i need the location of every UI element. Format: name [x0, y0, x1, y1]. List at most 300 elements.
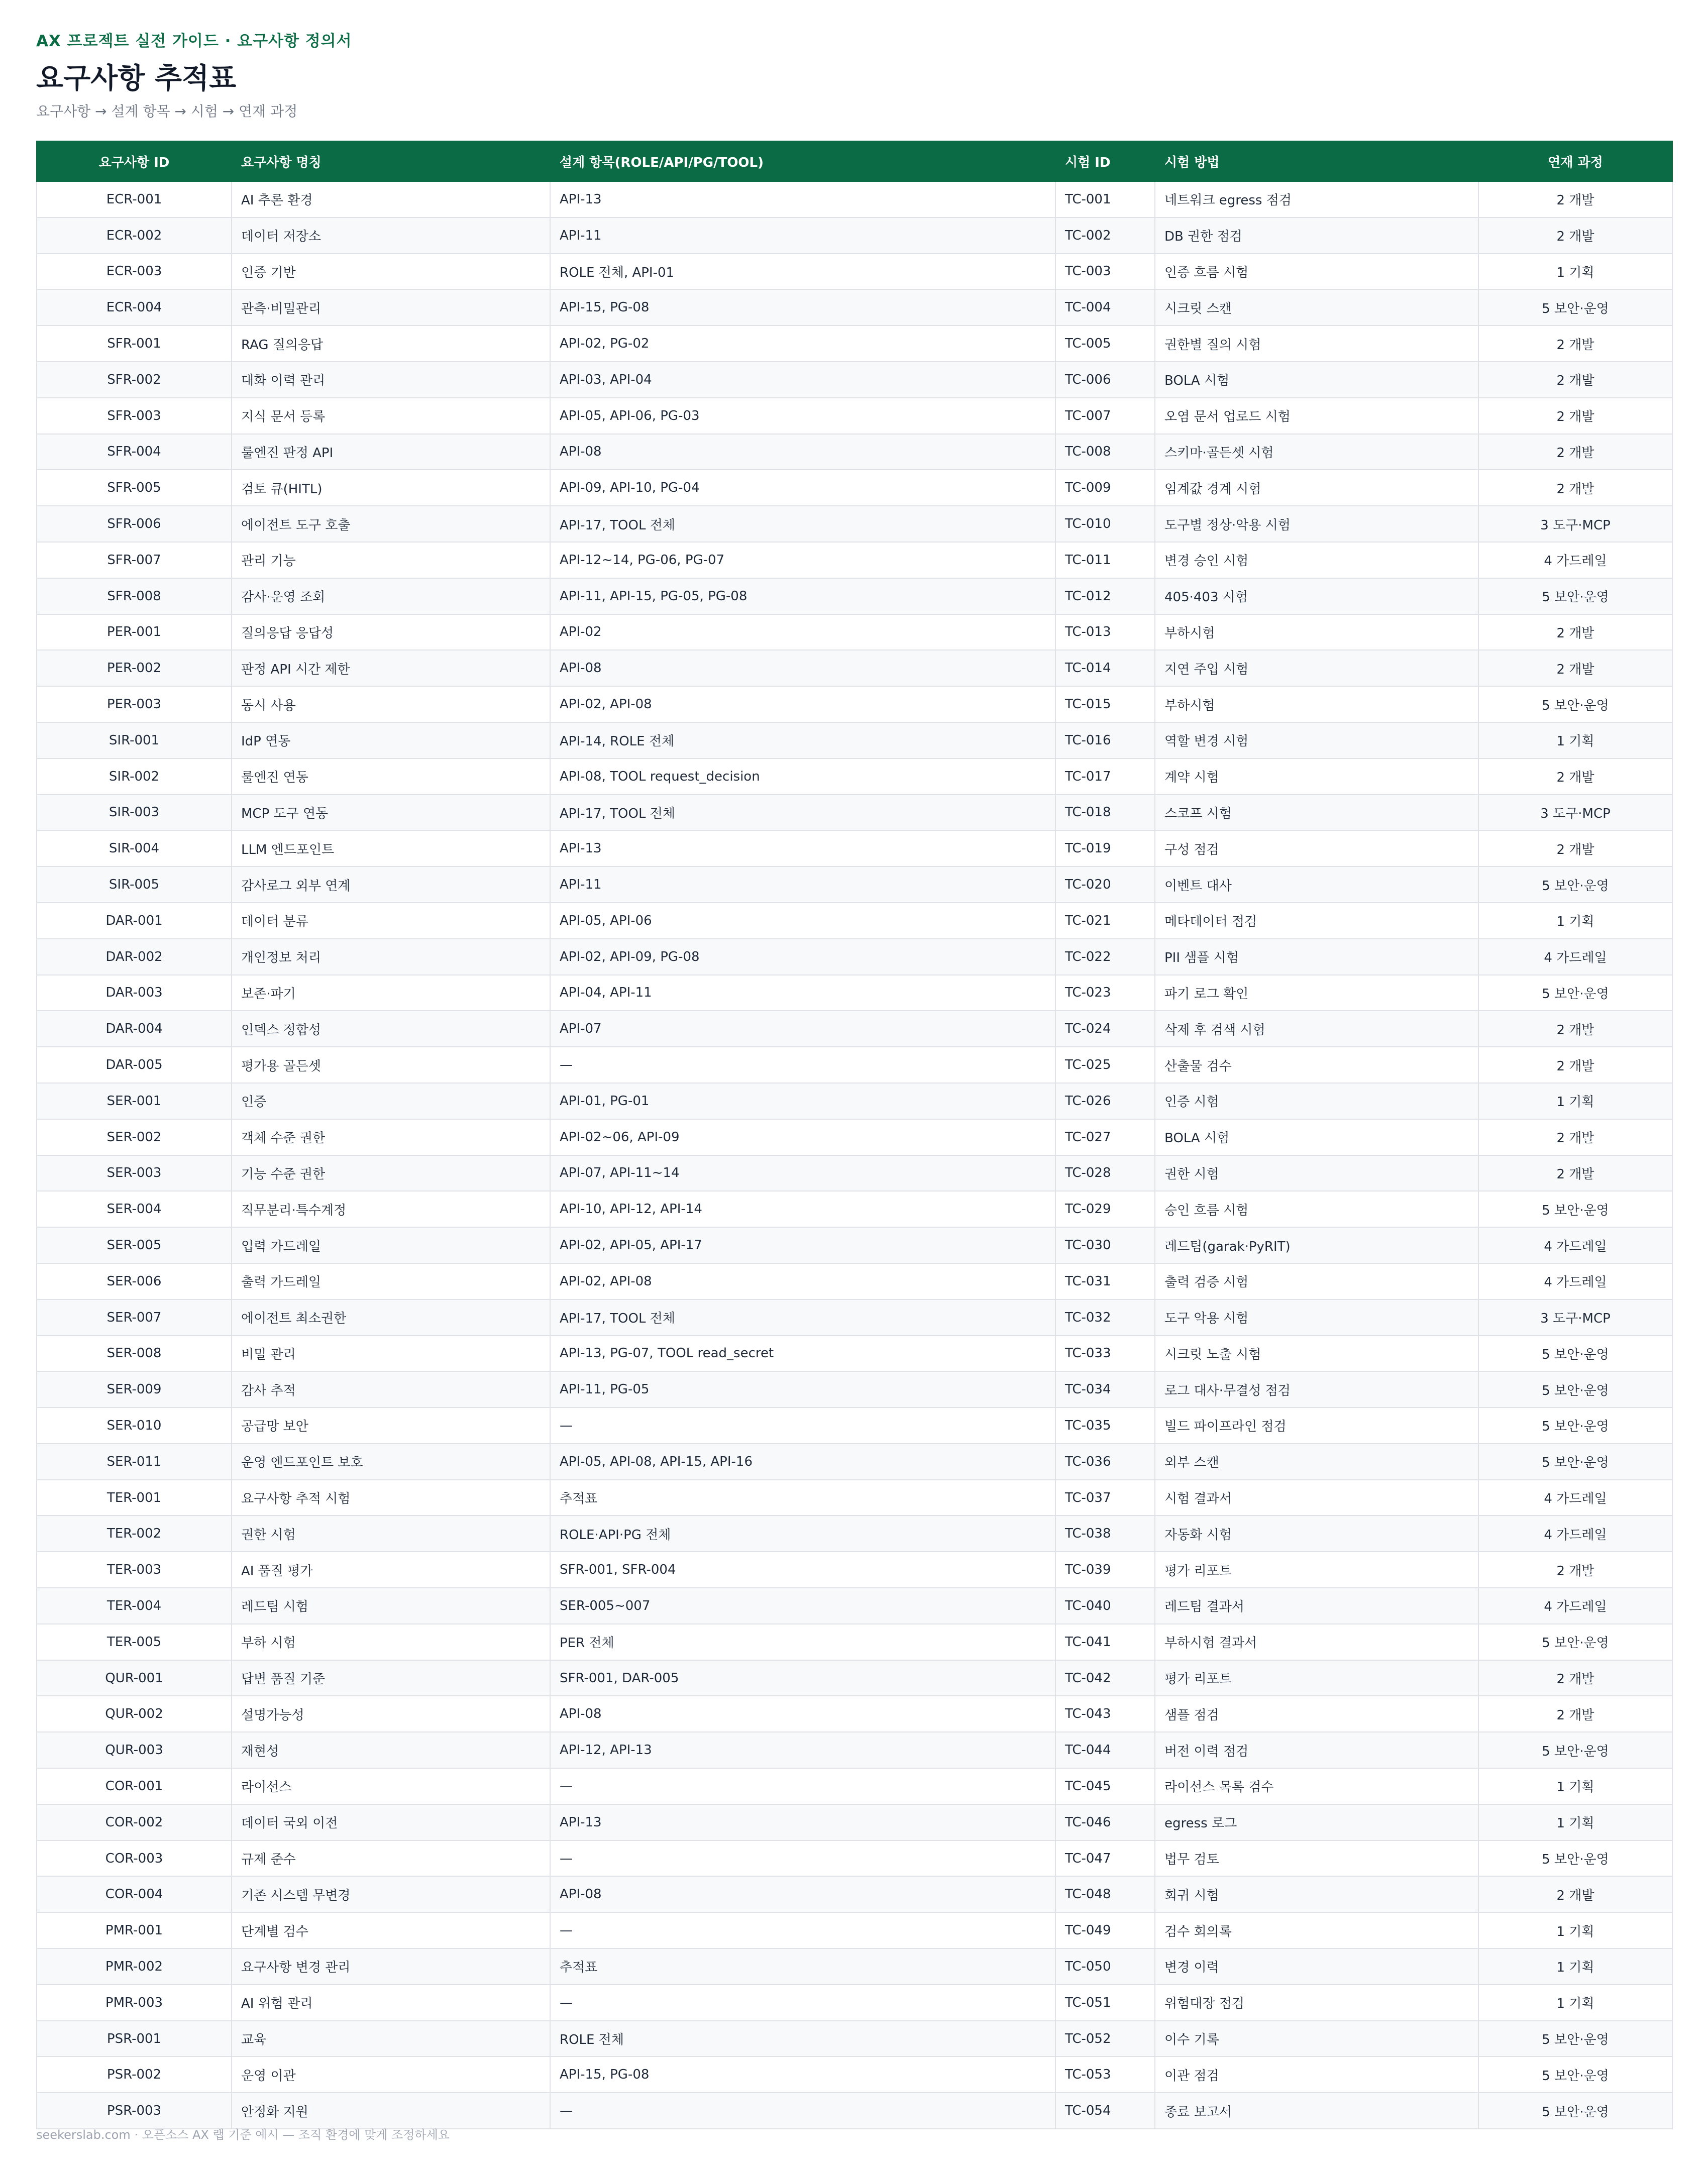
requirement-id-cell: ECR-001	[37, 181, 232, 218]
requirement-id-cell: SFR-003	[37, 398, 232, 434]
requirement-id-cell: QUR-002	[37, 1696, 232, 1732]
test-method-cell: 역할 변경 시험	[1155, 722, 1478, 758]
series-course-cell: 2 개발	[1478, 1552, 1672, 1588]
series-course-cell: 3 도구·MCP	[1478, 795, 1672, 831]
series-course-cell: 5 보안·운영	[1478, 2093, 1672, 2129]
table-row	[37, 1191, 1672, 1227]
requirement-name-cell: 답변 품질 기준	[232, 1660, 550, 1696]
test-id-cell: TC-028	[1055, 1155, 1155, 1191]
series-course-cell: 5 보안·운영	[1478, 1732, 1672, 1768]
series-course-cell: 1 기획	[1478, 1948, 1672, 1985]
table-row	[37, 1263, 1672, 1299]
requirement-id-cell: SER-007	[37, 1299, 232, 1336]
series-course-cell: 2 개발	[1478, 181, 1672, 218]
test-id-cell: TC-023	[1055, 975, 1155, 1011]
requirement-id-cell: DAR-005	[37, 1047, 232, 1083]
series-course-cell: 5 보안·운영	[1478, 578, 1672, 614]
test-method-cell: 빌드 파이프라인 점검	[1155, 1407, 1478, 1444]
table-row	[37, 362, 1672, 398]
series-course-cell: 2 개발	[1478, 1047, 1672, 1083]
design-items-cell: API-11	[550, 218, 1055, 254]
table-row	[37, 1840, 1672, 1877]
requirement-name-cell: 룰엔진 판정 API	[232, 434, 550, 470]
requirement-id-cell: SFR-002	[37, 362, 232, 398]
requirement-id-cell: PSR-003	[37, 2093, 232, 2129]
table-row	[37, 1876, 1672, 1912]
design-items-cell: API-17, TOOL 전체	[550, 506, 1055, 542]
design-items-cell: API-09, API-10, PG-04	[550, 470, 1055, 506]
table-row	[37, 830, 1672, 866]
series-course-cell: 5 보안·운영	[1478, 975, 1672, 1011]
requirement-id-cell: SER-001	[37, 1083, 232, 1119]
requirement-name-cell: 에이전트 최소권한	[232, 1299, 550, 1336]
requirement-name-cell: 감사로그 외부 연계	[232, 866, 550, 903]
test-method-cell: 라이선스 목록 검수	[1155, 1768, 1478, 1804]
table-row	[37, 2093, 1672, 2129]
table-row	[37, 1047, 1672, 1083]
design-items-cell: API-11, API-15, PG-05, PG-08	[550, 578, 1055, 614]
test-id-cell: TC-014	[1055, 650, 1155, 686]
series-course-cell: 4 가드레일	[1478, 1480, 1672, 1516]
requirement-id-cell: SER-010	[37, 1407, 232, 1444]
requirement-id-cell: SFR-008	[37, 578, 232, 614]
test-id-cell: TC-001	[1055, 181, 1155, 218]
requirement-name-cell: 개인정보 처리	[232, 939, 550, 975]
table-row	[37, 289, 1672, 326]
requirement-name-cell: 기존 시스템 무변경	[232, 1876, 550, 1912]
series-course-cell: 2 개발	[1478, 1119, 1672, 1155]
design-items-cell: API-11	[550, 866, 1055, 903]
series-course-cell: 1 기획	[1478, 1804, 1672, 1840]
design-items-cell: SFR-001, DAR-005	[550, 1660, 1055, 1696]
requirement-name-cell: 교육	[232, 2021, 550, 2057]
table-row	[37, 1948, 1672, 1985]
series-course-cell: 2 개발	[1478, 434, 1672, 470]
test-method-cell: 이벤트 대사	[1155, 866, 1478, 903]
table-row	[37, 1696, 1672, 1732]
test-method-cell: 계약 시험	[1155, 758, 1478, 795]
test-id-cell: TC-049	[1055, 1912, 1155, 1948]
requirement-name-cell: 출력 가드레일	[232, 1263, 550, 1299]
requirement-name-cell: 권한 시험	[232, 1515, 550, 1552]
test-method-cell: 이수 기록	[1155, 2021, 1478, 2057]
requirement-id-cell: TER-001	[37, 1480, 232, 1516]
series-course-cell: 2 개발	[1478, 326, 1672, 362]
test-method-cell: 파기 로그 확인	[1155, 975, 1478, 1011]
requirement-name-cell: 운영 엔드포인트 보호	[232, 1444, 550, 1480]
requirement-name-cell: 관측·비밀관리	[232, 289, 550, 326]
series-course-cell: 4 가드레일	[1478, 1227, 1672, 1263]
series-course-cell: 3 도구·MCP	[1478, 506, 1672, 542]
requirement-id-cell: COR-001	[37, 1768, 232, 1804]
design-items-cell: API-08	[550, 1876, 1055, 1912]
requirement-id-cell: SFR-001	[37, 326, 232, 362]
table-row	[37, 1371, 1672, 1407]
requirement-id-cell: ECR-002	[37, 218, 232, 254]
test-method-cell: 종료 보고서	[1155, 2093, 1478, 2129]
requirement-name-cell: 룰엔진 연동	[232, 758, 550, 795]
test-method-cell: BOLA 시험	[1155, 362, 1478, 398]
design-items-cell: API-08	[550, 1696, 1055, 1732]
table-row	[37, 326, 1672, 362]
requirement-id-cell: QUR-001	[37, 1660, 232, 1696]
design-items-cell: —	[550, 2093, 1055, 2129]
test-id-cell: TC-045	[1055, 1768, 1155, 1804]
test-id-cell: TC-054	[1055, 2093, 1155, 2129]
table-row	[37, 686, 1672, 722]
test-method-cell: 검수 회의록	[1155, 1912, 1478, 1948]
test-method-cell: 부하시험	[1155, 686, 1478, 722]
table-header	[37, 141, 1672, 181]
requirement-id-cell: SER-005	[37, 1227, 232, 1263]
test-method-cell: 도구별 정상·악용 시험	[1155, 506, 1478, 542]
test-method-cell: 레드팀 결과서	[1155, 1588, 1478, 1624]
series-course-cell: 5 보안·운영	[1478, 289, 1672, 326]
table-row	[37, 1227, 1672, 1263]
test-method-cell: 405·403 시험	[1155, 578, 1478, 614]
requirement-id-cell: SFR-005	[37, 470, 232, 506]
requirement-name-cell: 부하 시험	[232, 1624, 550, 1660]
test-method-cell: 권한 시험	[1155, 1155, 1478, 1191]
page-title: 요구사항 추적표	[36, 62, 237, 95]
table-row	[37, 758, 1672, 795]
requirement-name-cell: 동시 사용	[232, 686, 550, 722]
requirement-id-cell: PER-002	[37, 650, 232, 686]
requirement-id-cell: SFR-006	[37, 506, 232, 542]
test-id-cell: TC-026	[1055, 1083, 1155, 1119]
test-method-cell: 버전 이력 점검	[1155, 1732, 1478, 1768]
design-items-cell: API-08	[550, 434, 1055, 470]
requirement-name-cell: 요구사항 추적 시험	[232, 1480, 550, 1516]
test-id-cell: TC-022	[1055, 939, 1155, 975]
series-course-cell: 5 보안·운영	[1478, 1336, 1672, 1372]
design-items-cell: ROLE 전체	[550, 2021, 1055, 2057]
requirement-id-cell: SIR-002	[37, 758, 232, 795]
test-id-cell: TC-003	[1055, 254, 1155, 290]
requirement-id-cell: SER-011	[37, 1444, 232, 1480]
table-row	[37, 1552, 1672, 1588]
test-id-cell: TC-047	[1055, 1840, 1155, 1877]
page-subtitle: 요구사항 → 설계 항목 → 시험 → 연재 과정	[36, 103, 298, 120]
series-course-cell: 1 기획	[1478, 1912, 1672, 1948]
table-row	[37, 2021, 1672, 2057]
test-id-cell: TC-033	[1055, 1336, 1155, 1372]
series-course-cell: 2 개발	[1478, 398, 1672, 434]
design-items-cell: API-13	[550, 181, 1055, 218]
test-id-cell: TC-015	[1055, 686, 1155, 722]
test-method-cell: 메타데이터 점검	[1155, 903, 1478, 939]
design-items-cell: API-17, TOOL 전체	[550, 1299, 1055, 1336]
requirement-id-cell: SFR-007	[37, 542, 232, 578]
test-id-cell: TC-046	[1055, 1804, 1155, 1840]
test-method-cell: 자동화 시험	[1155, 1515, 1478, 1552]
requirement-name-cell: 데이터 저장소	[232, 218, 550, 254]
test-id-cell: TC-021	[1055, 903, 1155, 939]
series-course-cell: 5 보안·운영	[1478, 686, 1672, 722]
test-id-cell: TC-012	[1055, 578, 1155, 614]
series-course-cell: 5 보안·운영	[1478, 1191, 1672, 1227]
series-course-cell: 2 개발	[1478, 218, 1672, 254]
test-id-cell: TC-016	[1055, 722, 1155, 758]
series-course-cell: 1 기획	[1478, 903, 1672, 939]
column-header-requirement-id: 요구사항 ID	[37, 141, 232, 181]
test-id-cell: TC-025	[1055, 1047, 1155, 1083]
test-id-cell: TC-006	[1055, 362, 1155, 398]
requirement-id-cell: TER-003	[37, 1552, 232, 1588]
table-row	[37, 1660, 1672, 1696]
test-method-cell: 변경 승인 시험	[1155, 542, 1478, 578]
test-id-cell: TC-013	[1055, 614, 1155, 651]
document-eyebrow: AX 프로젝트 실전 가이드 · 요구사항 정의서	[36, 32, 352, 50]
requirement-id-cell: PER-001	[37, 614, 232, 651]
design-items-cell: API-14, ROLE 전체	[550, 722, 1055, 758]
design-items-cell: API-02, API-05, API-17	[550, 1227, 1055, 1263]
table-body	[37, 181, 1672, 2129]
table-row	[37, 1732, 1672, 1768]
test-id-cell: TC-043	[1055, 1696, 1155, 1732]
test-id-cell: TC-031	[1055, 1263, 1155, 1299]
design-items-cell: 추적표	[550, 1948, 1055, 1985]
design-items-cell: API-04, API-11	[550, 975, 1055, 1011]
design-items-cell: API-02, PG-02	[550, 326, 1055, 362]
design-items-cell: API-02, API-09, PG-08	[550, 939, 1055, 975]
design-items-cell: API-02, API-08	[550, 1263, 1055, 1299]
test-id-cell: TC-032	[1055, 1299, 1155, 1336]
design-items-cell: API-08	[550, 650, 1055, 686]
requirement-name-cell: 데이터 국외 이전	[232, 1804, 550, 1840]
design-items-cell: API-05, API-08, API-15, API-16	[550, 1444, 1055, 1480]
test-id-cell: TC-048	[1055, 1876, 1155, 1912]
series-course-cell: 2 개발	[1478, 1876, 1672, 1912]
test-method-cell: 지연 주입 시험	[1155, 650, 1478, 686]
test-method-cell: 인증 흐름 시험	[1155, 254, 1478, 290]
requirement-name-cell: 단계별 검수	[232, 1912, 550, 1948]
table-row	[37, 939, 1672, 975]
requirement-name-cell: 인증 기반	[232, 254, 550, 290]
series-course-cell: 2 개발	[1478, 1155, 1672, 1191]
table-row	[37, 1336, 1672, 1372]
test-method-cell: PII 샘플 시험	[1155, 939, 1478, 975]
test-id-cell: TC-036	[1055, 1444, 1155, 1480]
series-course-cell: 2 개발	[1478, 1011, 1672, 1047]
requirement-name-cell: 관리 기능	[232, 542, 550, 578]
requirement-id-cell: SER-002	[37, 1119, 232, 1155]
test-id-cell: TC-042	[1055, 1660, 1155, 1696]
test-id-cell: TC-053	[1055, 2056, 1155, 2093]
requirement-name-cell: 에이전트 도구 호출	[232, 506, 550, 542]
document	[36, 30, 1672, 2129]
design-items-cell: API-02~06, API-09	[550, 1119, 1055, 1155]
table-row	[37, 1480, 1672, 1516]
table-row	[37, 1083, 1672, 1119]
series-course-cell: 2 개발	[1478, 650, 1672, 686]
requirement-id-cell: DAR-004	[37, 1011, 232, 1047]
requirement-name-cell: AI 위험 관리	[232, 1985, 550, 2021]
requirement-id-cell: PSR-002	[37, 2056, 232, 2093]
test-method-cell: 권한별 질의 시험	[1155, 326, 1478, 362]
table-row	[37, 1515, 1672, 1552]
table-row	[37, 1011, 1672, 1047]
test-method-cell: 회귀 시험	[1155, 1876, 1478, 1912]
requirement-name-cell: 판정 API 시간 제한	[232, 650, 550, 686]
table-row	[37, 542, 1672, 578]
requirement-name-cell: 감사·운영 조회	[232, 578, 550, 614]
requirement-id-cell: SER-009	[37, 1371, 232, 1407]
series-course-cell: 5 보안·운영	[1478, 1840, 1672, 1877]
requirement-id-cell: ECR-003	[37, 254, 232, 290]
requirement-id-cell: PMR-001	[37, 1912, 232, 1948]
table-row	[37, 1444, 1672, 1480]
series-course-cell: 2 개발	[1478, 614, 1672, 651]
table-row	[37, 795, 1672, 831]
table-row	[37, 2056, 1672, 2093]
test-method-cell: 도구 악용 시험	[1155, 1299, 1478, 1336]
requirement-id-cell: DAR-001	[37, 903, 232, 939]
requirement-name-cell: 규제 준수	[232, 1840, 550, 1877]
test-id-cell: TC-002	[1055, 218, 1155, 254]
requirement-name-cell: 비밀 관리	[232, 1336, 550, 1372]
test-method-cell: 임계값 경계 시험	[1155, 470, 1478, 506]
test-id-cell: TC-030	[1055, 1227, 1155, 1263]
series-course-cell: 2 개발	[1478, 1696, 1672, 1732]
series-course-cell: 3 도구·MCP	[1478, 1299, 1672, 1336]
table-row	[37, 614, 1672, 651]
design-items-cell: API-13, PG-07, TOOL read_secret	[550, 1336, 1055, 1372]
requirement-id-cell: SER-003	[37, 1155, 232, 1191]
table-row	[37, 254, 1672, 290]
requirement-id-cell: PSR-001	[37, 2021, 232, 2057]
test-method-cell: 스키마·골든셋 시험	[1155, 434, 1478, 470]
requirement-name-cell: 직무분리·특수계정	[232, 1191, 550, 1227]
series-course-cell: 5 보안·운영	[1478, 1624, 1672, 1660]
table-row	[37, 218, 1672, 254]
table-row	[37, 578, 1672, 614]
table-row	[37, 1912, 1672, 1948]
test-method-cell: 로그 대사·무결성 점검	[1155, 1371, 1478, 1407]
requirement-name-cell: 인덱스 정합성	[232, 1011, 550, 1047]
series-course-cell: 1 기획	[1478, 1768, 1672, 1804]
design-items-cell: ROLE 전체, API-01	[550, 254, 1055, 290]
design-items-cell: —	[550, 1985, 1055, 2021]
series-course-cell: 2 개발	[1478, 1660, 1672, 1696]
requirement-name-cell: 운영 이관	[232, 2056, 550, 2093]
requirement-name-cell: IdP 연동	[232, 722, 550, 758]
page-footer: seekerslab.com · 오픈소스 AX 랩 기준 예시 — 조직 환경에 맞게 조정하세요	[36, 2128, 450, 2142]
series-course-cell: 1 기획	[1478, 1083, 1672, 1119]
requirement-name-cell: 대화 이력 관리	[232, 362, 550, 398]
table-row	[37, 434, 1672, 470]
requirement-id-cell: SER-004	[37, 1191, 232, 1227]
design-items-cell: —	[550, 1407, 1055, 1444]
design-items-cell: —	[550, 1912, 1055, 1948]
requirement-name-cell: 데이터 분류	[232, 903, 550, 939]
requirement-name-cell: MCP 도구 연동	[232, 795, 550, 831]
test-id-cell: TC-019	[1055, 830, 1155, 866]
test-method-cell: 승인 흐름 시험	[1155, 1191, 1478, 1227]
requirement-name-cell: 검토 큐(HITL)	[232, 470, 550, 506]
series-course-cell: 2 개발	[1478, 830, 1672, 866]
requirement-id-cell: PMR-002	[37, 1948, 232, 1985]
requirement-id-cell: DAR-003	[37, 975, 232, 1011]
test-method-cell: 부하시험	[1155, 614, 1478, 651]
table-row	[37, 650, 1672, 686]
requirement-id-cell: SFR-004	[37, 434, 232, 470]
requirement-name-cell: 평가용 골든셋	[232, 1047, 550, 1083]
requirement-id-cell: COR-003	[37, 1840, 232, 1877]
table-row	[37, 1155, 1672, 1191]
series-course-cell: 5 보안·운영	[1478, 2021, 1672, 2057]
requirement-name-cell: 지식 문서 등록	[232, 398, 550, 434]
requirement-id-cell: SIR-004	[37, 830, 232, 866]
requirement-name-cell: 감사 추적	[232, 1371, 550, 1407]
table-row	[37, 1804, 1672, 1840]
design-items-cell: SFR-001, SFR-004	[550, 1552, 1055, 1588]
series-course-cell: 4 가드레일	[1478, 1263, 1672, 1299]
test-method-cell: 네트워크 egress 점검	[1155, 181, 1478, 218]
test-method-cell: 법무 검토	[1155, 1840, 1478, 1877]
test-method-cell: 변경 이력	[1155, 1948, 1478, 1985]
test-method-cell: 인증 시험	[1155, 1083, 1478, 1119]
table-row	[37, 1119, 1672, 1155]
requirement-name-cell: 레드팀 시험	[232, 1588, 550, 1624]
design-items-cell: PER 전체	[550, 1624, 1055, 1660]
test-id-cell: TC-029	[1055, 1191, 1155, 1227]
design-items-cell: API-02	[550, 614, 1055, 651]
test-id-cell: TC-044	[1055, 1732, 1155, 1768]
test-method-cell: 구성 점검	[1155, 830, 1478, 866]
design-items-cell: —	[550, 1768, 1055, 1804]
series-course-cell: 4 가드레일	[1478, 939, 1672, 975]
design-items-cell: 추적표	[550, 1480, 1055, 1516]
design-items-cell: API-05, API-06	[550, 903, 1055, 939]
requirement-name-cell: 라이선스	[232, 1768, 550, 1804]
test-method-cell: 부하시험 결과서	[1155, 1624, 1478, 1660]
design-items-cell: —	[550, 1840, 1055, 1877]
design-items-cell: API-12, API-13	[550, 1732, 1055, 1768]
series-course-cell: 4 가드레일	[1478, 1588, 1672, 1624]
series-course-cell: 1 기획	[1478, 254, 1672, 290]
requirement-id-cell: PMR-003	[37, 1985, 232, 2021]
requirement-name-cell: 보존·파기	[232, 975, 550, 1011]
test-method-cell: 오염 문서 업로드 시험	[1155, 398, 1478, 434]
column-header-test-method: 시험 방법	[1155, 141, 1478, 181]
column-header-series-course: 연재 과정	[1478, 141, 1672, 181]
table-row	[37, 1768, 1672, 1804]
test-method-cell: 시크릿 스캔	[1155, 289, 1478, 326]
test-id-cell: TC-020	[1055, 866, 1155, 903]
test-id-cell: TC-017	[1055, 758, 1155, 795]
series-course-cell: 4 가드레일	[1478, 1515, 1672, 1552]
test-id-cell: TC-018	[1055, 795, 1155, 831]
table-row	[37, 470, 1672, 506]
test-method-cell: 평가 리포트	[1155, 1552, 1478, 1588]
design-items-cell: API-15, PG-08	[550, 2056, 1055, 2093]
table-row	[37, 975, 1672, 1011]
table-row	[37, 722, 1672, 758]
test-method-cell: 위험대장 점검	[1155, 1985, 1478, 2021]
requirement-name-cell: 요구사항 변경 관리	[232, 1948, 550, 1985]
design-items-cell: —	[550, 1047, 1055, 1083]
design-items-cell: API-11, PG-05	[550, 1371, 1055, 1407]
requirement-id-cell: TER-002	[37, 1515, 232, 1552]
requirement-id-cell: QUR-003	[37, 1732, 232, 1768]
requirement-id-cell: SIR-005	[37, 866, 232, 903]
test-id-cell: TC-039	[1055, 1552, 1155, 1588]
table-row	[37, 1299, 1672, 1336]
series-course-cell: 5 보안·운영	[1478, 1407, 1672, 1444]
requirement-name-cell: 재현성	[232, 1732, 550, 1768]
design-items-cell: API-17, TOOL 전체	[550, 795, 1055, 831]
